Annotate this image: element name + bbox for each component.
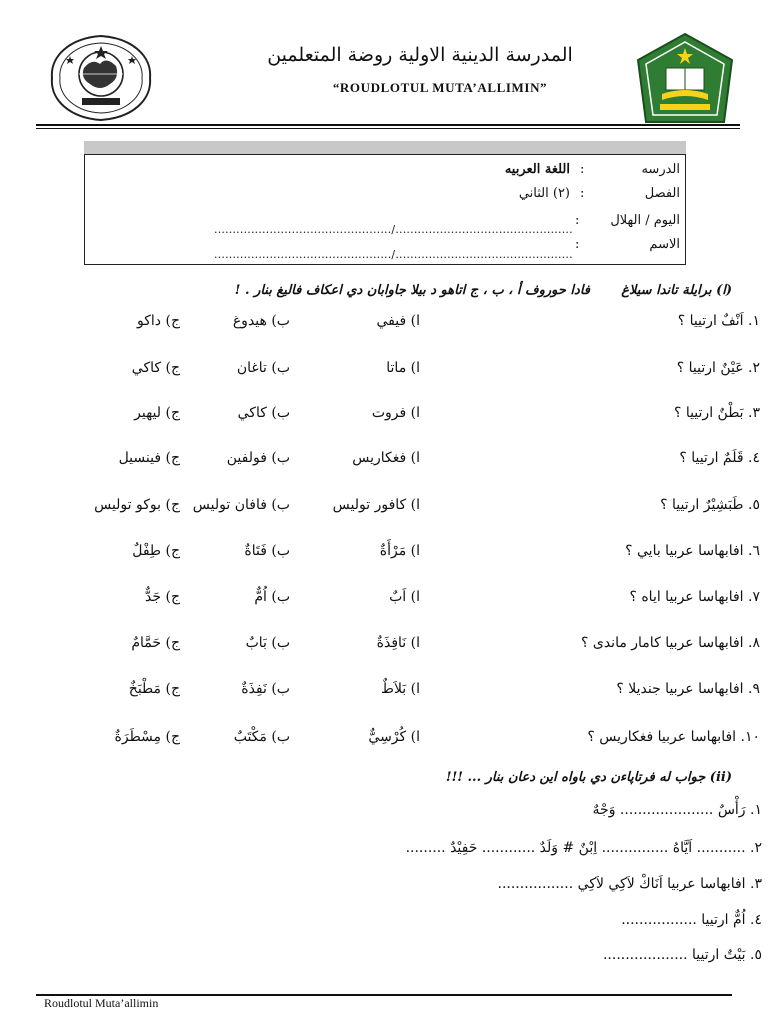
question-8-option-b[interactable]: ب) بَابٌ [245,635,290,651]
question-1-text: ١. اَنْفٌ ارتييا ؟ [677,313,760,329]
question-8-text: ٨. افابهاسا عربيا كامار ماندى ؟ [580,635,760,651]
question-2-option-c[interactable]: ج) كاكي [131,360,180,376]
question-10-option-a[interactable]: ا) كُرْسِيٌّ [368,729,420,745]
question-2-option-b[interactable]: ب) تاغان [236,360,290,376]
fill-in-3[interactable]: ٣. افابهاسا عربيا اَنَاكْ لاَكِي لاَكِي ................. [497,876,762,892]
header-divider-thin [36,128,740,129]
question-9-option-c[interactable]: ج) مَطْبَخٌ [128,681,180,697]
fill-in-1[interactable]: ١. رَأْسٌ ..................... وَجْهٌ [592,802,762,818]
question-6-option-c[interactable]: ج) طِفْلٌ [132,543,180,559]
question-9-option-a[interactable]: ا) بَلاَطٌ [381,681,420,697]
class-colon: : [580,186,585,201]
question-1-option-b[interactable]: ب) هيدوغ [232,313,290,329]
question-7-option-b[interactable]: ب) اُمٌّ [254,589,290,605]
question-4-option-b[interactable]: ب) فولفين [226,450,290,466]
question-7-option-a[interactable]: ا) اَبٌ [389,589,420,605]
school-name-latin: “ROUDLOTUL MUTA’ALLIMIN” [332,80,548,95]
subject-value: اللغة العربيه [504,162,570,177]
school-emblem-left [40,28,162,128]
info-box-header-bar [84,141,686,155]
question-2-option-a[interactable]: ا) ماتا [386,360,420,376]
question-10-option-c[interactable]: ج) مِسْطَرَةٌ [114,729,180,745]
question-2-text: ٢. عَيْنٌ ارتييا ؟ [676,360,760,376]
question-6-text: ٦. افابهاسا عربيا بايي ؟ [625,543,760,559]
question-6-option-a[interactable]: ا) مَرْأَةٌ [379,543,420,559]
section2-title: (ii) جواب له فرتاپاءن دي باواه اين دعان بنار ... !!! [445,770,732,785]
question-7-text: ٧. افابهاسا عربيا اياه ؟ [629,589,760,605]
student-info-box [84,141,686,265]
question-5-option-c[interactable]: ج) بوكو توليس [94,497,180,513]
question-9-text: ٩. افابهاسا عربيا جنديلا ؟ [616,681,760,697]
question-9-option-b[interactable]: ب) نَفِذَةٌ [241,681,290,697]
subject-label: الدرسه [641,162,680,177]
question-6-option-b[interactable]: ب) فَتَاةٌ [244,543,290,559]
fill-in-4[interactable]: ٤. اُمٌّ ارتييا ................. [621,912,762,928]
subject-colon: : [580,162,585,177]
question-3-option-a[interactable]: ا) فروت [371,405,420,421]
header-divider [36,124,740,126]
class-label: الفصل [644,186,680,201]
question-4-option-c[interactable]: ج) فينسيل [118,450,180,466]
question-5-option-a[interactable]: ا) كافور توليس [332,497,420,513]
question-10-text: ١٠. افابهاسا عربيا فغكاريس ؟ [587,729,760,745]
date-label: اليوم / الهلال [610,213,680,228]
name-colon: : [575,237,580,252]
ministry-emblem-right [632,30,738,130]
question-3-option-b[interactable]: ب) كاكي [237,405,290,421]
date-colon: : [575,213,580,228]
question-8-option-a[interactable]: ا) نَافِذَةٌ [376,635,420,651]
question-4-option-a[interactable]: ا) فغكاريس [352,450,420,466]
school-name-arabic: المدرسة الدينية الاولية روضة المتعلمين [267,44,573,66]
question-1-option-a[interactable]: ا) فيفي [376,313,420,329]
question-3-text: ٣. بَطْنٌ ارتييا ؟ [673,405,760,421]
section1-title: (ا) برايلة تاندا سيلاغ [621,283,732,298]
section1-instruction: فادا حوروف أ ، ب ، ج اتاهو د بيلا جاوابان دي اعكاف فاليغ بنار . ! [234,283,590,298]
question-7-option-c[interactable]: ج) جَدٌّ [145,589,180,605]
question-4-text: ٤. قَلَمٌ ارتييا ؟ [679,450,760,466]
question-5-text: ٥. طَبَشِيْرٌ ارتييا ؟ [660,497,760,513]
question-5-option-b[interactable]: ب) فافان توليس [192,497,290,513]
fill-in-5[interactable]: ٥. بَيْتٌ ارتييا ................... [602,947,762,963]
date-field[interactable]: ................................................/................................................ [214,223,573,236]
fill-in-2[interactable]: ٢. ........... اَيَّاهُ ............... اِبْنٌ # وَلَدٌ ............ حَفِيْدٌ ......... [405,840,762,856]
question-1-option-c[interactable]: ج) داكو [137,313,180,329]
question-3-option-c[interactable]: ج) ليهير [134,405,180,421]
question-10-option-b[interactable]: ب) مَكْتَبٌ [233,729,290,745]
class-value: (٢) الثاني [518,186,570,201]
question-8-option-c[interactable]: ج) حَمَّامٌ [131,635,180,651]
name-field[interactable]: ................................................/................................................ [214,248,573,261]
footer-text: Roudlotul Muta’allimin [44,996,159,1010]
name-label: الاسم [649,237,680,252]
